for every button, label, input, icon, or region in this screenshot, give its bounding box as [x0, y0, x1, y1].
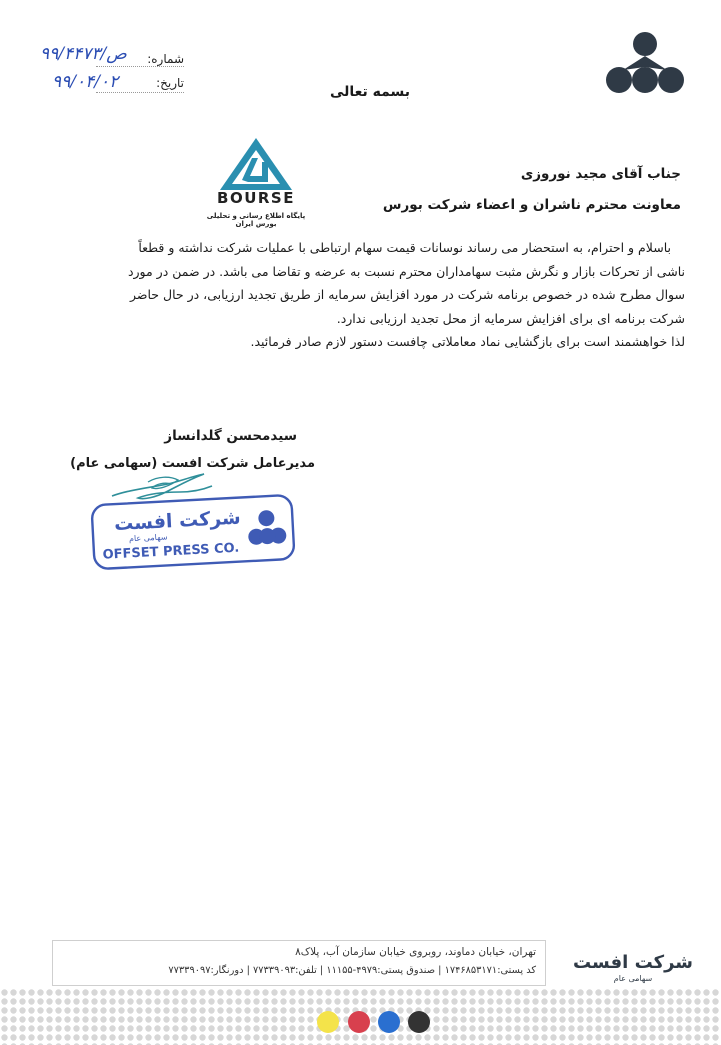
body-line: سوال مطرح شده در خصوص برنامه شرکت در مورد افزایش سرمایه از طریق تجدید ارزیابی، در حال حاضر	[129, 287, 685, 302]
svg-text:OFFSET PRESS CO.: OFFSET PRESS CO.	[102, 540, 240, 563]
number-underline	[96, 66, 184, 67]
letter-number: ۹۹/ص/۴۴۷۳	[40, 44, 127, 64]
bourse-tagline: پایگاه اطلاع رسانی و تحلیلی بورس ایران	[206, 212, 306, 228]
date-label: تاریخ:	[156, 76, 184, 90]
body-line: ناشی از تحرکات بازار و نگرش مثبت سهامداران محترم نسبت به عرضه و تقاضا می باشد. در ضمن در مورد	[127, 263, 685, 279]
company-stamp	[90, 494, 298, 570]
signer-title: مدیرعامل شرکت افست (سهامی عام)	[70, 456, 315, 471]
body-line: لذا خواهشمند است برای بازگشایی نماد معاملاتی چافست دستور لازم صادر فرمائید.	[250, 334, 685, 349]
footer-contacts: کد پستی:۱۷۴۶۸۵۳۱۷۱ | صندوق پستی:۴۹۷۹-۱۱۱۵۵ | تلفن:۷۷۳۳۹۰۹۳ | دورنگار:۷۷۳۳۹۰۹۷	[168, 965, 536, 976]
date-underline	[96, 92, 184, 93]
footer-logo-name: شرکت افست	[572, 952, 693, 973]
bourse-wordmark: BOURSE	[217, 189, 295, 207]
number-label: شماره:	[147, 52, 184, 66]
recipient-title: معاونت محترم ناشران و اعضاء شرکت بورس	[382, 197, 681, 213]
letter-heading: بسمه تعالی	[329, 84, 411, 100]
footer-address: تهران، خیابان دماوند، روبروی خیابان سازمان آب، پلاک۸	[295, 946, 536, 958]
body-line: باسلام و احترام، به استحضار می رساند نوسانات قیمت سهام ارتباطی با عملیات شرکت نداشته و قطعاً	[138, 240, 671, 255]
body-line: شرکت برنامه ای برای افزایش سرمایه از محل تجدید ارزیابی ندارد.	[336, 310, 685, 326]
svg-text:شرکت افست: شرکت افست	[113, 506, 242, 536]
footer-logo-sub: سهامی عام	[613, 974, 653, 983]
signer-name: سیدمحسن گلدانساز	[164, 428, 297, 444]
recipient-name: جناب آقای مجید نوروزی	[520, 166, 681, 182]
letter-body	[35, 236, 685, 354]
company-logo	[605, 30, 685, 96]
svg-text:سهامی عام: سهامی عام	[128, 532, 168, 544]
cmyk-dots	[315, 1010, 435, 1034]
letter-date: ۹۹/۰۴/۰۲	[52, 72, 119, 92]
